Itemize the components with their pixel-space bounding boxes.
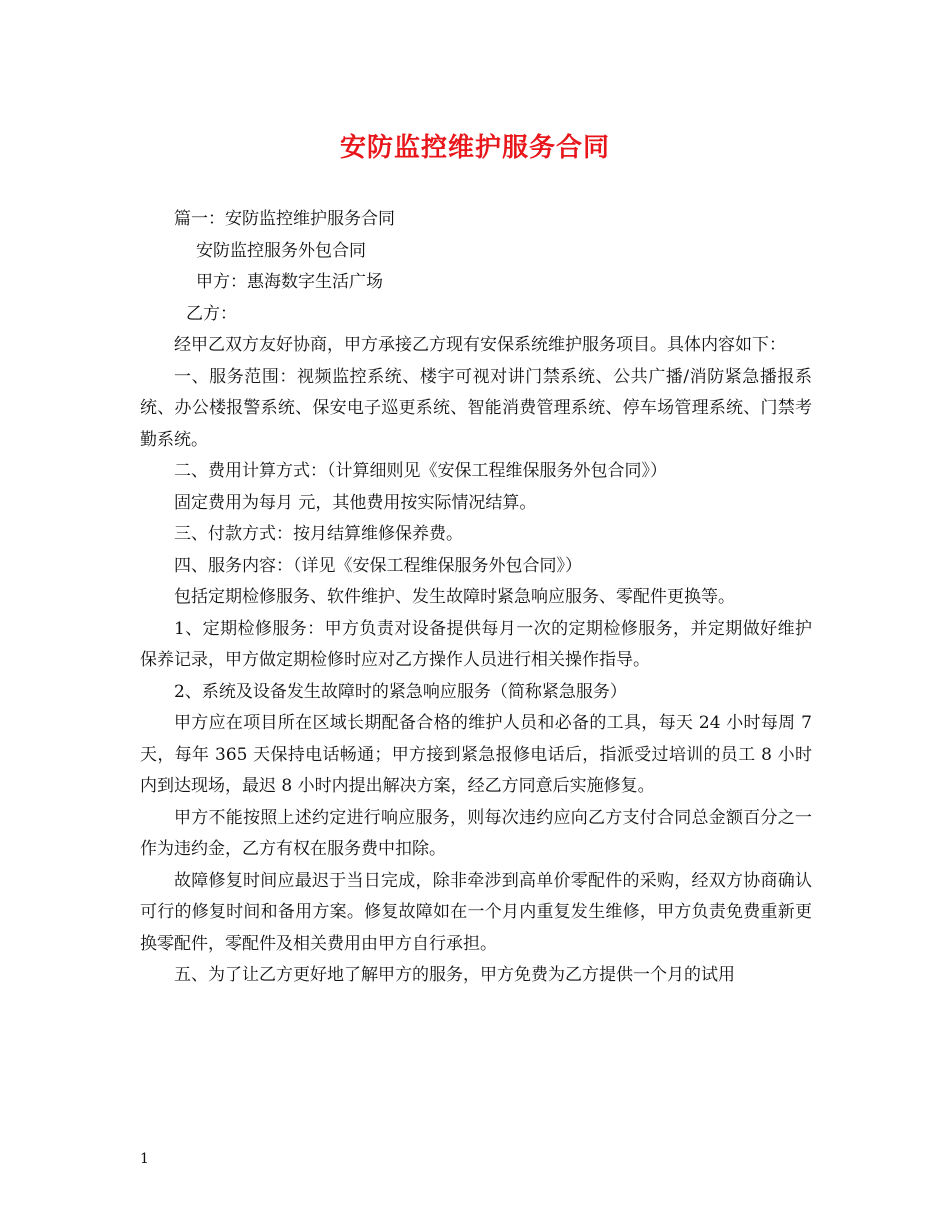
document-title: 安防监控维护服务合同 xyxy=(339,133,610,163)
paragraph-emergency-service: 2、系统及设备发生故障时的紧急响应服务（简称紧急服务） xyxy=(174,681,627,702)
paragraph-intro: 经甲乙双方友好协商，甲方承接乙方现有安保系统维护服务项目。具体内容如下： xyxy=(174,335,786,355)
paragraph-party-b: 乙方： xyxy=(186,303,237,324)
paragraph-service-scope: 一、服务范围：视频监控系统、楼宇可视对讲门禁系统、公共广播/消防紧急播报系统、办公楼报警系统、保安电子巡更系统、智能消费管理系统、停车场管理系统、门禁考勤系统。 xyxy=(140,366,812,450)
paragraph-payment: 三、付款方式：按月结算维修保养费。 xyxy=(174,524,463,544)
paragraph-trial: 五、为了让乙方更好地了解甲方的服务，甲方免费为乙方提供一个月的试用 xyxy=(174,965,735,985)
paragraph-includes: 包括定期检修服务、软件维护、发生故障时紧急响应服务、零配件更换等。 xyxy=(174,587,735,607)
paragraph-fee-method: 二、费用计算方式：（计算细则见《安保工程维保服务外包合同》） xyxy=(174,461,667,481)
paragraph-penalty: 甲方不能按照上述约定进行响应服务，则每次违约应向乙方支付合同总金额百分之一作为违约金，乙方有权在服务费中扣除。 xyxy=(140,807,812,859)
paragraph-repair-time: 故障修复时间应最迟于当日完成，除非牵涉到高单价零配件的采购，经双方协商确认可行的修复时间和备用方案。修复故障如在一个月内重复发生维修，甲方负责免费重新更换零配件，零配件及相关费用由甲方自行承担。 xyxy=(140,870,812,954)
paragraph-section-heading: 篇一：安防监控维护服务合同 xyxy=(174,209,395,229)
paragraph-service-content: 四、服务内容：（详见《安保工程维保服务外包合同》） xyxy=(174,555,582,576)
paragraph-fixed-fee: 固定费用为每月 元，其他费用按实际情况结算。 xyxy=(174,492,537,513)
paragraph-party-a: 甲方：惠海数字生活广场 xyxy=(196,272,383,292)
document-body xyxy=(140,204,812,992)
page-number: 1 xyxy=(140,1151,149,1167)
paragraph-staffing: 甲方应在项目所在区域长期配备合格的维护人员和必备的工具，每天 24 小时每周 7 天，每年 365 天保持电话畅通；甲方接到紧急报修电话后，指派受过培训的员工 8 小时内到达现场，最迟 8 小时内提出解决方案，经乙方同意后实施修复。 xyxy=(140,713,812,796)
paragraph-periodic-maintenance: 1、定期检修服务：甲方负责对设备提供每月一次的定期检修服务，并定期做好维护保养记录，甲方做定期检修时应对乙方操作人员进行相关操作指导。 xyxy=(140,618,812,670)
paragraph-contract-name: 安防监控服务外包合同 xyxy=(196,240,366,261)
